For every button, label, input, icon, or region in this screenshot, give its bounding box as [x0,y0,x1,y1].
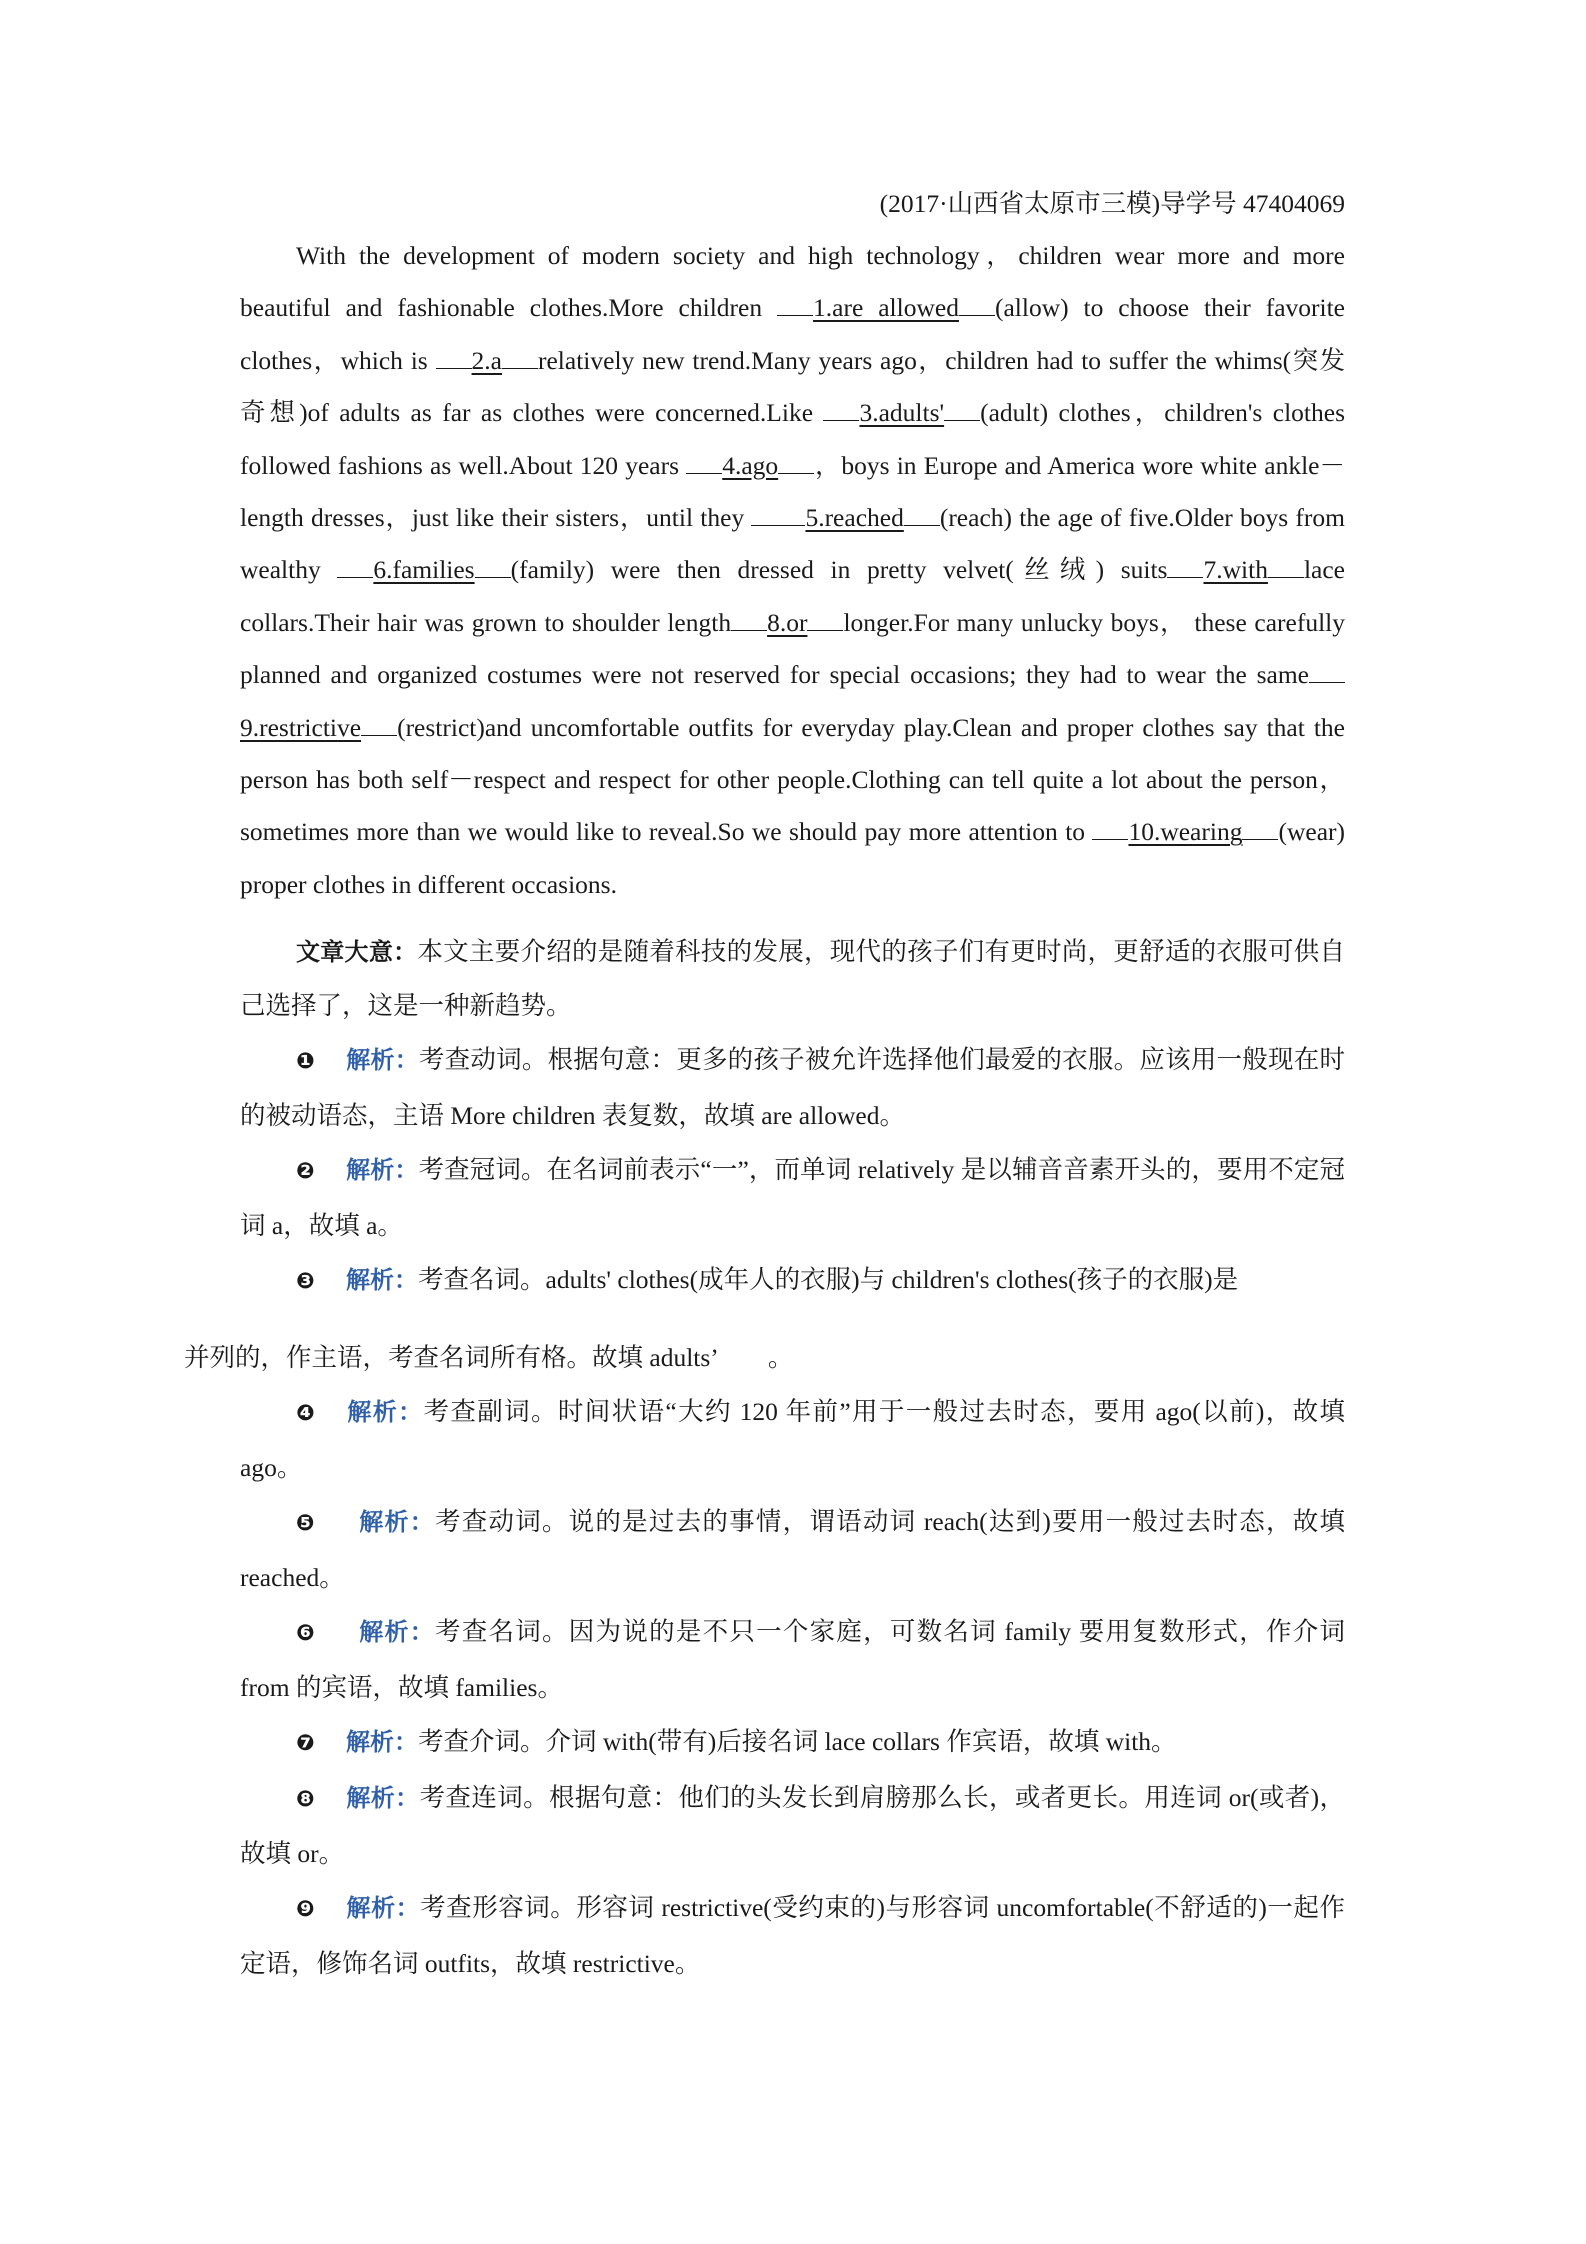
explanation-text: 考查动词。根据句意：更多的孩子被允许选择他们最爱的衣服。应该用一般现在时的被动语态，主语 More children 表复数，故填 are allowed。 [240,1045,1345,1131]
passage-text: lace collars.Their hair was grown to shoulder length [240,555,1345,637]
explanation-3 [184,1253,1345,1385]
analysis-label: 解析： [346,1784,420,1813]
item-number: ❸ [296,1269,315,1295]
passage-text: relatively new trend.Many years ago，children had to suffer the whims(突发奇想)of adults as far as clothes were concerned.Like [240,345,1345,428]
explanation-2 [240,1143,1345,1253]
explanation-text-continued: 并列的，作主语，考查名词所有格。故填 adults’ 。 [184,1343,794,1373]
explanation-text: 考查动词。说的是过去的事情，谓语动词 reach(达到)要用一般过去时态，故填 reached。 [240,1507,1345,1593]
explanation-5 [240,1495,1345,1605]
analysis-label: 解析： [346,1046,419,1075]
explanation-text: 考查副词。时间状语“大约 120 年前”用于一般过去时态，要用 ago(以前)，故填 ago。 [240,1397,1345,1483]
item-number: ❻ [296,1621,315,1647]
explanation-text: 考查冠词。在名词前表示“一”，而单词 relatively 是以辅音音素开头的，要用不定冠词 a，故填 a。 [240,1155,1345,1241]
passage-paragraph [240,230,1345,911]
passage-text: (adult) clothes，children's clothes followed fashions as well.About 120 years [240,398,1345,480]
answer-blank-1: 1.are allowed [813,293,959,323]
explanation-8 [240,1771,1345,1881]
analysis-label: 解析： [358,1618,436,1647]
explanation-text: 考查连词。根据句意：他们的头发长到肩膀那么长，或者更长。用连词 or(或者)，故填 or。 [240,1783,1346,1869]
explanation-text: 考查名词。因为说的是不只一个家庭，可数名词 family 要用复数形式，作介词 from 的宾语，故填 families。 [240,1617,1345,1703]
article-summary [240,925,1345,1033]
source-reference: (2017·山西省太原市三模)导学号 47404069 [879,189,1345,218]
analysis-label: 解析： [346,1894,421,1923]
analysis-label: 解析： [346,1266,418,1295]
item-number: ❶ [296,1049,315,1075]
item-number: ❼ [296,1731,315,1757]
passage-text: ，boys in Europe and America wore white ankle－length dresses，just like their sisters，until they [240,450,1345,533]
cloze-passage [240,230,1345,911]
answer-blank-8: 8.or [767,607,808,637]
answer-blank-2: 2.a [471,345,502,375]
answer-blank-5: 5.reached [805,503,904,533]
analysis-label: 解析： [346,1728,418,1757]
explanation-text: 考查介词。介词 with(带有)后接名词 lace collars 作宾语，故填 with。 [418,1727,1177,1757]
analysis-label: 解析： [346,1156,419,1185]
passage-text: (family) were then dressed in pretty velvet(丝绒) suits [510,555,1168,585]
explanation-7 [240,1715,1345,1771]
analysis-label: 解析： [358,1508,435,1537]
item-number: ❹ [296,1401,315,1427]
item-number: ❺ [296,1511,315,1537]
analysis-label: 解析： [346,1398,424,1427]
summary-label: 文章大意： [296,938,418,967]
passage-text: (reach) the age of five.Older boys from wealthy [240,503,1346,585]
passage-text: With the development of modern society and high technology，children wear more and more beautiful and fashionable clothes.More children [240,241,1345,323]
item-number: ❾ [296,1897,315,1923]
explanation-4 [240,1385,1345,1495]
passage-text: (wear) proper clothes in different occasions. [240,817,1345,899]
passage-text: longer.For many unlucky boys， these carefully planned and organized costumes were not reserved for special occasions; they had to wear the same [240,607,1345,690]
item-number: ❷ [296,1159,315,1185]
document-page [184,182,1346,1991]
explanation-text: 考查形容词。形容词 restrictive(受约束的)与形容词 uncomfortable(不舒适的)一起作定语，修饰名词 outfits，故填 restrictive。 [240,1893,1345,1979]
answer-blank-6: 6.families [373,555,475,585]
explanation-1 [240,1033,1345,1143]
answer-blank-7: 7.with [1203,555,1268,585]
answer-blank-4: 4.ago [722,450,779,480]
explanation-text: 考查名词。adults' clothes(成年人的衣服)与 children's clothes(孩子的衣服)是 [418,1265,1239,1295]
answer-blank-10: 10.wearing [1128,817,1243,847]
explanation-6 [240,1605,1345,1715]
answer-blank-3: 3.adults' [859,398,945,428]
explanation-9 [240,1881,1345,1991]
answer-blank-9: 9.restrictive [240,712,362,742]
summary-text: 本文主要介绍的是随着科技的发展，现代的孩子们有更时尚，更舒适的衣服可供自己选择了，这是一种新趋势。 [240,937,1345,1021]
passage-text: (allow) to choose their favorite clothes，which is [240,293,1345,375]
item-number: ❽ [296,1787,315,1813]
passage-text: (restrict)and uncomfortable outfits for everyday play.Clean and proper clothes say that the person has both self－respect and respect for other people.Clothing can tell quite a lot about the person，sometimes more than we would like to reveal.So we should pay more attention to [240,712,1345,847]
